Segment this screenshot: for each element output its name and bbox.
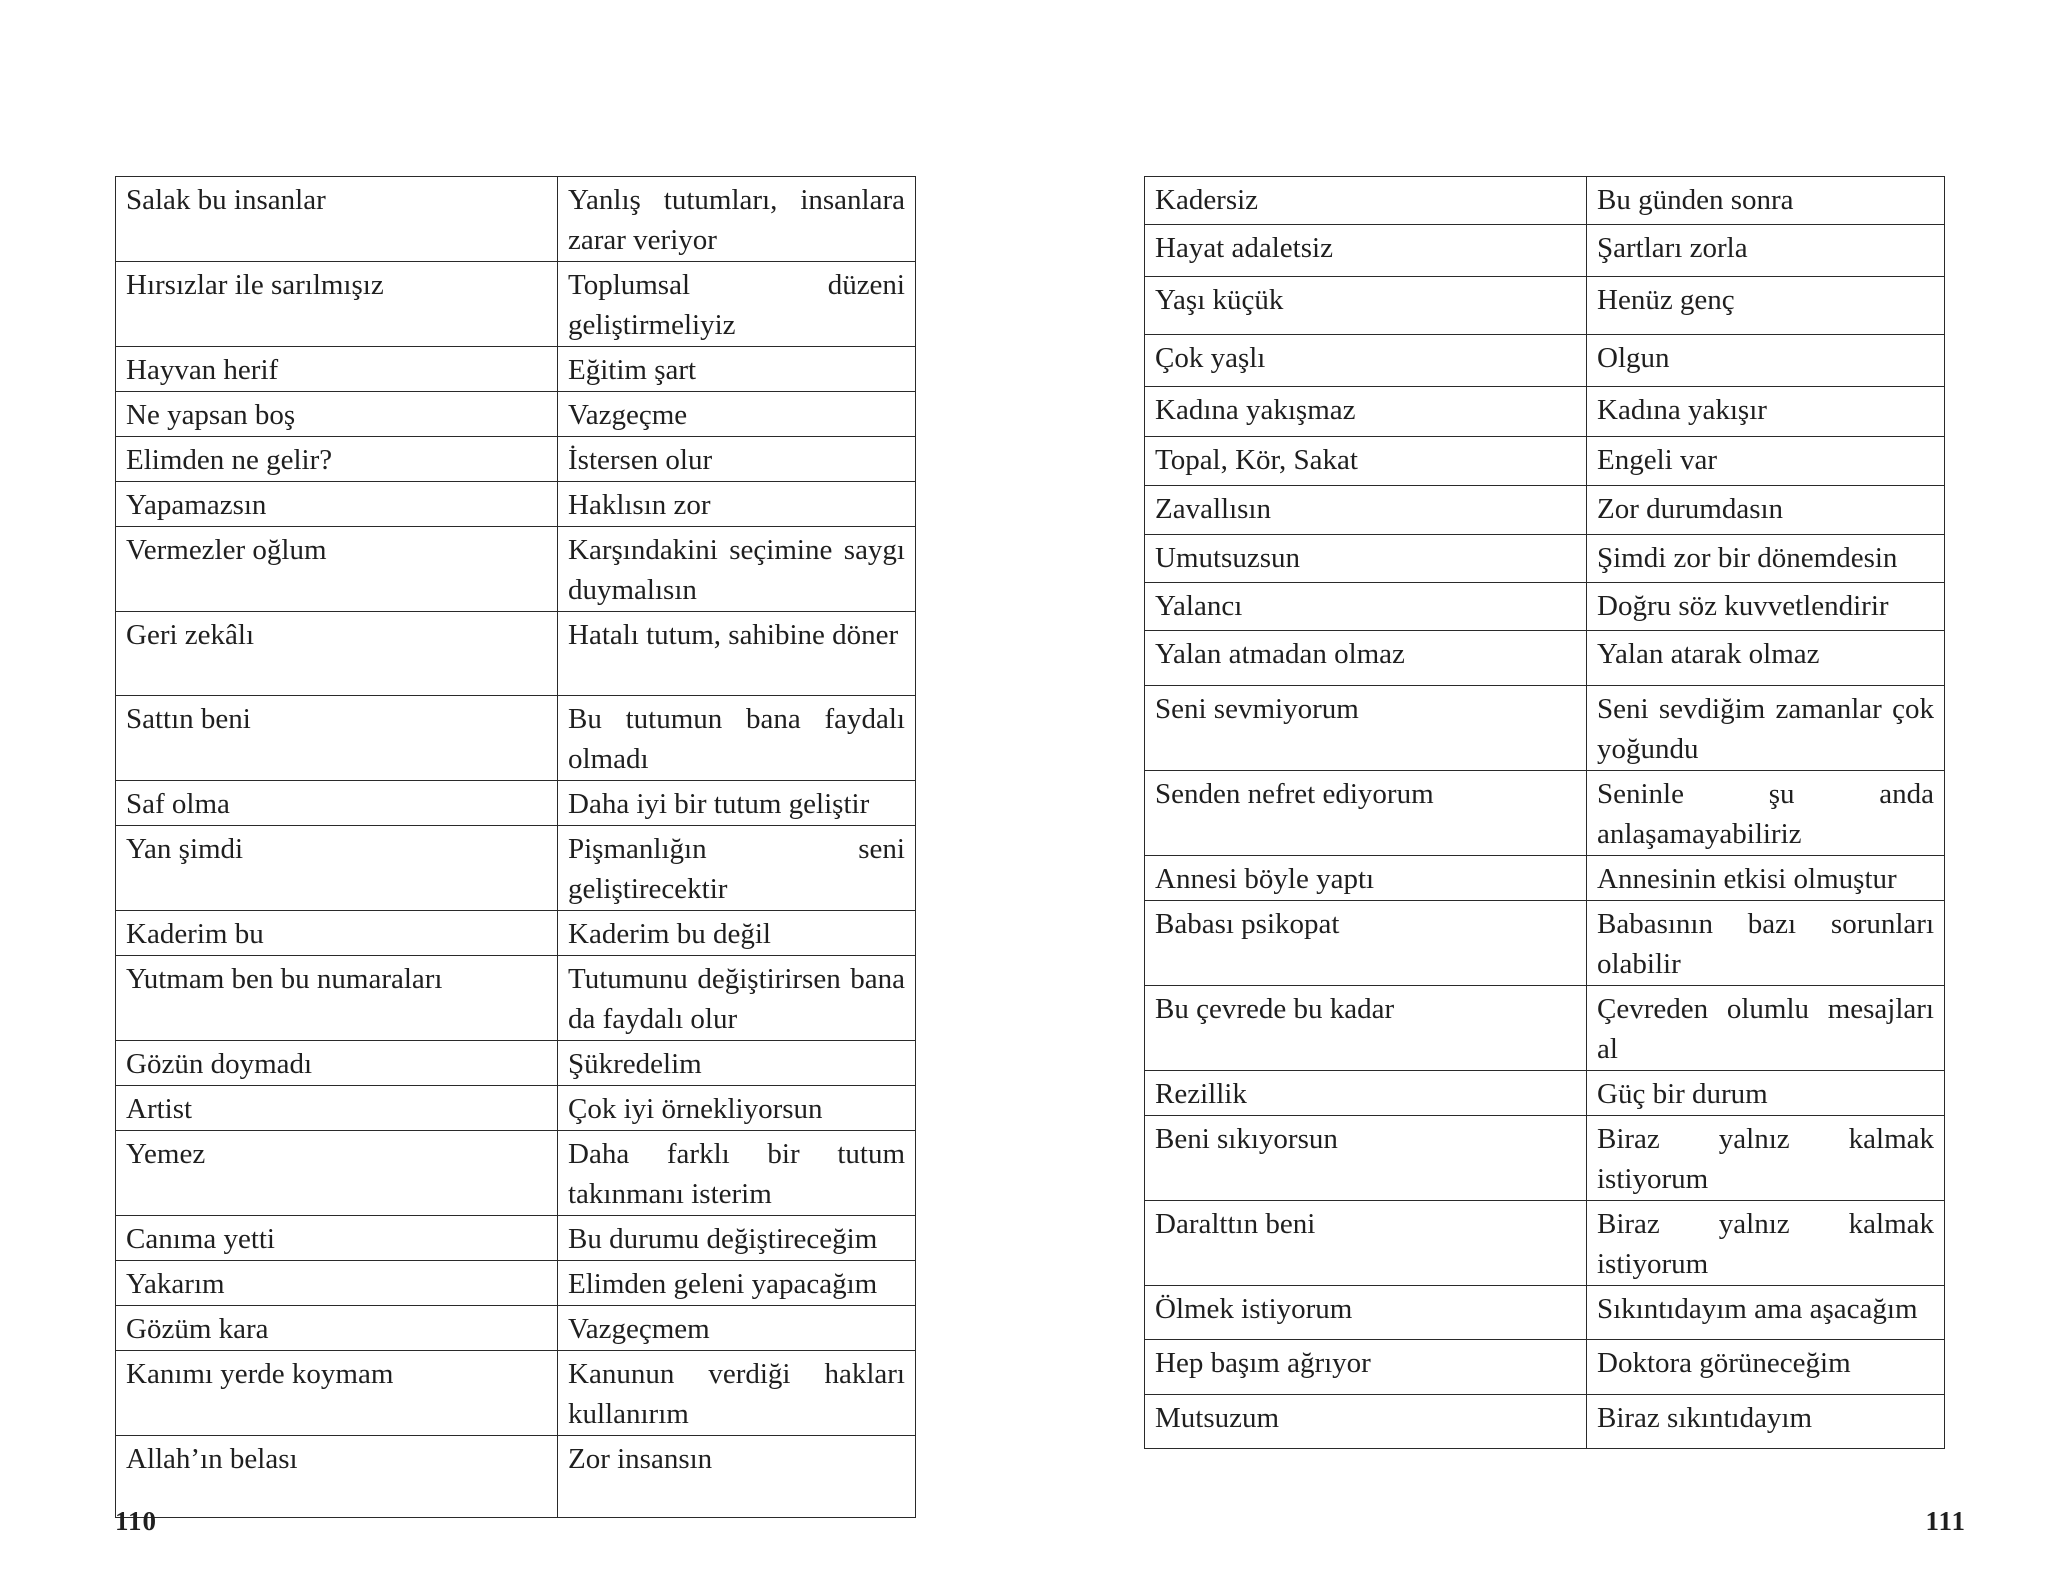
table-row — [116, 1041, 916, 1086]
positive-phrase-cell: Sıkıntıdayım ama aşacağım — [1587, 1286, 1945, 1340]
right-page — [1024, 0, 2048, 1593]
positive-phrase-cell: Elimden geleni yapacağım — [558, 1261, 916, 1306]
negative-phrase-cell: Allah’ın belası — [116, 1436, 558, 1518]
negative-phrase-cell: Ne yapsan boş — [116, 392, 558, 437]
negative-phrase-cell: Seni sevmiyorum — [1145, 686, 1587, 771]
positive-phrase-cell: Yanlış tutumları, insanlara zarar veriyor — [558, 177, 916, 262]
table-row — [1145, 486, 1945, 535]
negative-phrase-cell: Yalancı — [1145, 583, 1587, 631]
positive-phrase-cell: Zor insansın — [558, 1436, 916, 1518]
negative-phrase-cell: Artist — [116, 1086, 558, 1131]
table-row — [1145, 1116, 1945, 1201]
positive-phrase-cell: Bu durumu değiştireceğim — [558, 1216, 916, 1261]
negative-phrase-cell: Çok yaşlı — [1145, 335, 1587, 387]
table-row — [1145, 1071, 1945, 1116]
table-row — [116, 781, 916, 826]
positive-phrase-cell: Tutumunu değiştirirsen bana da faydalı olur — [558, 956, 916, 1041]
positive-phrase-cell: Henüz genç — [1587, 277, 1945, 335]
table-row — [1145, 1395, 1945, 1449]
positive-phrase-cell: Eğitim şart — [558, 347, 916, 392]
phrase-table-right — [1144, 176, 1945, 1449]
positive-phrase-cell: Seninle şu anda anlaşamayabiliriz — [1587, 771, 1945, 856]
negative-phrase-cell: Senden nefret ediyorum — [1145, 771, 1587, 856]
table-row — [116, 956, 916, 1041]
negative-phrase-cell: Salak bu insanlar — [116, 177, 558, 262]
table-row — [116, 482, 916, 527]
table-row — [116, 1086, 916, 1131]
positive-phrase-cell: Kaderim bu değil — [558, 911, 916, 956]
page-number: 111 — [1925, 1506, 1966, 1536]
negative-phrase-cell: Gözüm kara — [116, 1306, 558, 1351]
table-row — [1145, 631, 1945, 686]
table-row — [1145, 225, 1945, 277]
negative-phrase-cell: Saf olma — [116, 781, 558, 826]
table-row — [116, 1306, 916, 1351]
table-row — [116, 696, 916, 781]
table-row — [1145, 335, 1945, 387]
positive-phrase-cell: Annesinin etkisi olmuştur — [1587, 856, 1945, 901]
negative-phrase-cell: Vermezler oğlum — [116, 527, 558, 612]
table-row — [1145, 1286, 1945, 1340]
positive-phrase-cell: Haklısın zor — [558, 482, 916, 527]
positive-phrase-cell: Güç bir durum — [1587, 1071, 1945, 1116]
negative-phrase-cell: Hırsızlar ile sarılmışız — [116, 262, 558, 347]
positive-phrase-cell: Doğru söz kuvvetlendirir — [1587, 583, 1945, 631]
table-row — [1145, 771, 1945, 856]
negative-phrase-cell: Hayat adaletsiz — [1145, 225, 1587, 277]
phrase-table-left — [115, 176, 916, 1518]
negative-phrase-cell: Bu çevrede bu kadar — [1145, 986, 1587, 1071]
positive-phrase-cell: Karşındakini seçimine saygı duymalısın — [558, 527, 916, 612]
negative-phrase-cell: Yaşı küçük — [1145, 277, 1587, 335]
negative-phrase-cell: Topal, Kör, Sakat — [1145, 437, 1587, 486]
table-row — [1145, 1201, 1945, 1286]
positive-phrase-cell: Pişmanlığın seni geliştirecektir — [558, 826, 916, 911]
negative-phrase-cell: Zavallısın — [1145, 486, 1587, 535]
table-row — [116, 1436, 916, 1518]
positive-phrase-cell: Vazgeçmem — [558, 1306, 916, 1351]
positive-phrase-cell: Seni sevdiğim zamanlar çok yoğundu — [1587, 686, 1945, 771]
positive-phrase-cell: Toplumsal düzeni geliştirmeliyiz — [558, 262, 916, 347]
table-row — [1145, 387, 1945, 437]
table-row — [1145, 583, 1945, 631]
table-row — [116, 612, 916, 696]
negative-phrase-cell: Kanımı yerde koymam — [116, 1351, 558, 1436]
table-row — [1145, 901, 1945, 986]
negative-phrase-cell: Rezillik — [1145, 1071, 1587, 1116]
negative-phrase-cell: Kadersiz — [1145, 177, 1587, 225]
table-row — [116, 437, 916, 482]
table-row — [116, 347, 916, 392]
negative-phrase-cell: Canıma yetti — [116, 1216, 558, 1261]
negative-phrase-cell: Beni sıkıyorsun — [1145, 1116, 1587, 1201]
positive-phrase-cell: Şartları zorla — [1587, 225, 1945, 277]
table-row — [116, 177, 916, 262]
positive-phrase-cell: Şükredelim — [558, 1041, 916, 1086]
positive-phrase-cell: Daha farklı bir tutum takınmanı isterim — [558, 1131, 916, 1216]
table-row — [116, 392, 916, 437]
positive-phrase-cell: Daha iyi bir tutum geliştir — [558, 781, 916, 826]
table-row — [1145, 277, 1945, 335]
negative-phrase-cell: Yutmam ben bu numaraları — [116, 956, 558, 1041]
positive-phrase-cell: Vazgeçme — [558, 392, 916, 437]
negative-phrase-cell: Elimden ne gelir? — [116, 437, 558, 482]
negative-phrase-cell: Gözün doymadı — [116, 1041, 558, 1086]
negative-phrase-cell: Geri zekâlı — [116, 612, 558, 696]
positive-phrase-cell: Biraz yalnız kalmak istiyorum — [1587, 1201, 1945, 1286]
table-row — [1145, 856, 1945, 901]
negative-phrase-cell: Yan şimdi — [116, 826, 558, 911]
negative-phrase-cell: Ölmek istiyorum — [1145, 1286, 1587, 1340]
positive-phrase-cell: Kadına yakışır — [1587, 387, 1945, 437]
positive-phrase-cell: İstersen olur — [558, 437, 916, 482]
positive-phrase-cell: Çok iyi örnekliyorsun — [558, 1086, 916, 1131]
page-number: 110 — [115, 1506, 158, 1536]
negative-phrase-cell: Mutsuzum — [1145, 1395, 1587, 1449]
positive-phrase-cell: Engeli var — [1587, 437, 1945, 486]
positive-phrase-cell: Şimdi zor bir dönemdesin — [1587, 535, 1945, 583]
positive-phrase-cell: Çevreden olumlu mesajları al — [1587, 986, 1945, 1071]
negative-phrase-cell: Kadına yakışmaz — [1145, 387, 1587, 437]
table-row — [116, 1261, 916, 1306]
negative-phrase-cell: Yakarım — [116, 1261, 558, 1306]
positive-phrase-cell: Bu tutumun bana faydalı olmadı — [558, 696, 916, 781]
table-row — [1145, 535, 1945, 583]
positive-phrase-cell: Babasının bazı sorunları olabilir — [1587, 901, 1945, 986]
table-row — [1145, 437, 1945, 486]
negative-phrase-cell: Yemez — [116, 1131, 558, 1216]
negative-phrase-cell: Kaderim bu — [116, 911, 558, 956]
negative-phrase-cell: Sattın beni — [116, 696, 558, 781]
table-row — [116, 1131, 916, 1216]
positive-phrase-cell: Hatalı tutum, sahibine döner — [558, 612, 916, 696]
table-row — [116, 826, 916, 911]
positive-phrase-cell: Zor durumdasın — [1587, 486, 1945, 535]
positive-phrase-cell: Yalan atarak olmaz — [1587, 631, 1945, 686]
positive-phrase-cell: Biraz sıkıntıdayım — [1587, 1395, 1945, 1449]
negative-phrase-cell: Umutsuzsun — [1145, 535, 1587, 583]
table-row — [116, 262, 916, 347]
negative-phrase-cell: Hayvan herif — [116, 347, 558, 392]
negative-phrase-cell: Yalan atmadan olmaz — [1145, 631, 1587, 686]
positive-phrase-cell: Doktora görüneceğim — [1587, 1340, 1945, 1395]
table-row — [116, 1351, 916, 1436]
negative-phrase-cell: Annesi böyle yaptı — [1145, 856, 1587, 901]
negative-phrase-cell: Yapamazsın — [116, 482, 558, 527]
table-row — [1145, 177, 1945, 225]
table-row — [116, 527, 916, 612]
negative-phrase-cell: Daralttın beni — [1145, 1201, 1587, 1286]
table-row — [1145, 686, 1945, 771]
table-row — [116, 911, 916, 956]
table-row — [116, 1216, 916, 1261]
negative-phrase-cell: Hep başım ağrıyor — [1145, 1340, 1587, 1395]
positive-phrase-cell: Bu günden sonra — [1587, 177, 1945, 225]
positive-phrase-cell: Olgun — [1587, 335, 1945, 387]
positive-phrase-cell: Biraz yalnız kalmak istiyorum — [1587, 1116, 1945, 1201]
positive-phrase-cell: Kanunun verdiği hakları kullanırım — [558, 1351, 916, 1436]
table-row — [1145, 986, 1945, 1071]
table-row — [1145, 1340, 1945, 1395]
negative-phrase-cell: Babası psikopat — [1145, 901, 1587, 986]
